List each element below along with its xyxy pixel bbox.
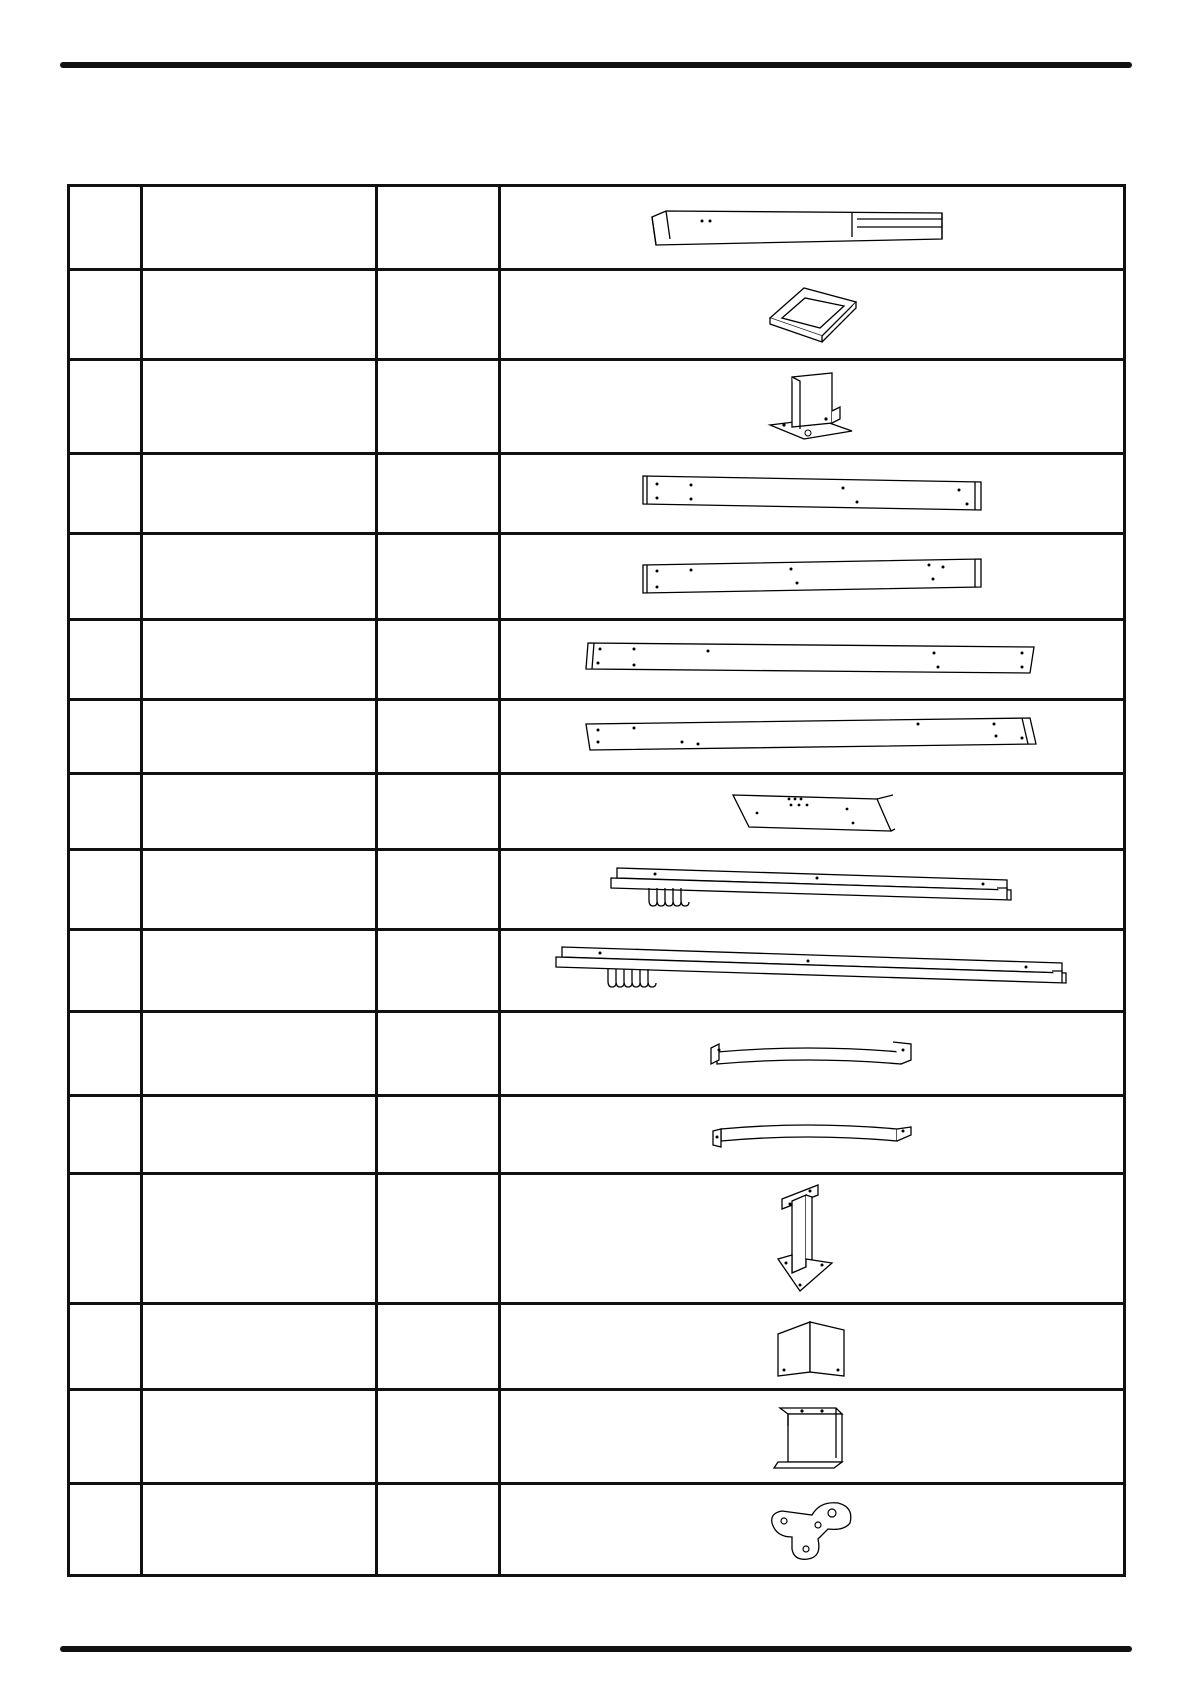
part-qty: [377, 360, 500, 454]
table-row: [69, 1304, 1125, 1390]
part-qty: [377, 1304, 500, 1390]
part-number: [69, 186, 142, 270]
curved-beam-icon: [707, 1115, 917, 1155]
part-number: [69, 534, 142, 620]
part-name: [142, 454, 377, 534]
table-row: [69, 774, 1125, 850]
part-image: [500, 774, 1125, 850]
table-row: [69, 1390, 1125, 1484]
table-row: [69, 1096, 1125, 1174]
part-number: [69, 1304, 142, 1390]
part-image: [500, 270, 1125, 360]
long-panel-icon: [582, 637, 1042, 683]
table-row: [69, 270, 1125, 360]
part-name: [142, 930, 377, 1012]
part-image: [500, 454, 1125, 534]
part-image: [500, 186, 1125, 270]
part-qty: [377, 534, 500, 620]
part-number: [69, 700, 142, 774]
part-number: [69, 1174, 142, 1304]
part-image: [500, 1174, 1125, 1304]
part-image: [500, 1304, 1125, 1390]
part-name: [142, 774, 377, 850]
part-qty: [377, 850, 500, 930]
part-number: [69, 930, 142, 1012]
part-name: [142, 1390, 377, 1484]
curved-beam-icon: [707, 1034, 917, 1074]
part-name: [142, 1096, 377, 1174]
table-row: [69, 930, 1125, 1012]
table-row: [69, 700, 1125, 774]
part-qty: [377, 1174, 500, 1304]
post-base-bracket-icon: [762, 367, 862, 447]
part-qty: [377, 774, 500, 850]
part-name: [142, 620, 377, 700]
table-row: [69, 534, 1125, 620]
long-rail-with-hooks-icon: [552, 939, 1072, 1003]
table-row: [69, 1012, 1125, 1096]
part-image: [500, 930, 1125, 1012]
part-number: [69, 1390, 142, 1484]
corner-bracket-icon: [772, 1314, 852, 1380]
part-image: [500, 1484, 1125, 1576]
part-qty: [377, 1390, 500, 1484]
part-qty: [377, 1484, 500, 1576]
top-rule: [60, 62, 1132, 68]
part-image: [500, 620, 1125, 700]
part-image: [500, 1012, 1125, 1096]
part-name: [142, 186, 377, 270]
part-image: [500, 1390, 1125, 1484]
part-number: [69, 1012, 142, 1096]
part-qty: [377, 930, 500, 1012]
u-channel-bracket-icon: [772, 1402, 852, 1472]
part-qty: [377, 186, 500, 270]
table-row: [69, 850, 1125, 930]
part-name: [142, 1012, 377, 1096]
part-number: [69, 850, 142, 930]
part-image: [500, 700, 1125, 774]
table-row: [69, 360, 1125, 454]
table-row: [69, 1174, 1125, 1304]
part-qty: [377, 454, 500, 534]
part-qty: [377, 700, 500, 774]
table-row: [69, 620, 1125, 700]
part-name: [142, 850, 377, 930]
bottom-rule: [60, 1646, 1132, 1652]
part-qty: [377, 1096, 500, 1174]
long-panel-icon: [582, 714, 1042, 760]
part-number: [69, 1096, 142, 1174]
part-name: [142, 270, 377, 360]
rail-with-hooks-icon: [607, 860, 1017, 920]
part-qty: [377, 620, 500, 700]
part-name: [142, 700, 377, 774]
part-image: [500, 534, 1125, 620]
part-number: [69, 360, 142, 454]
part-number: [69, 270, 142, 360]
table-row: [69, 1484, 1125, 1576]
table-row: [69, 454, 1125, 534]
angled-plate-icon: [727, 789, 897, 835]
part-name: [142, 1484, 377, 1576]
table-row: [69, 186, 1125, 270]
part-number: [69, 1484, 142, 1576]
side-panel-icon: [637, 555, 987, 599]
part-name: [142, 1304, 377, 1390]
part-image: [500, 1096, 1125, 1174]
part-image: [500, 850, 1125, 930]
side-panel-icon: [637, 472, 987, 516]
part-name: [142, 1174, 377, 1304]
support-post-bracket-icon: [772, 1179, 852, 1299]
part-number: [69, 774, 142, 850]
parts-table: [67, 184, 1126, 1577]
part-name: [142, 534, 377, 620]
telescopic-square-post-icon: [642, 203, 982, 253]
part-number: [69, 454, 142, 534]
part-qty: [377, 1012, 500, 1096]
part-image: [500, 360, 1125, 454]
part-qty: [377, 270, 500, 360]
connector-plate-icon: [762, 1495, 862, 1565]
square-frame-icon: [762, 280, 862, 350]
part-name: [142, 360, 377, 454]
part-number: [69, 620, 142, 700]
